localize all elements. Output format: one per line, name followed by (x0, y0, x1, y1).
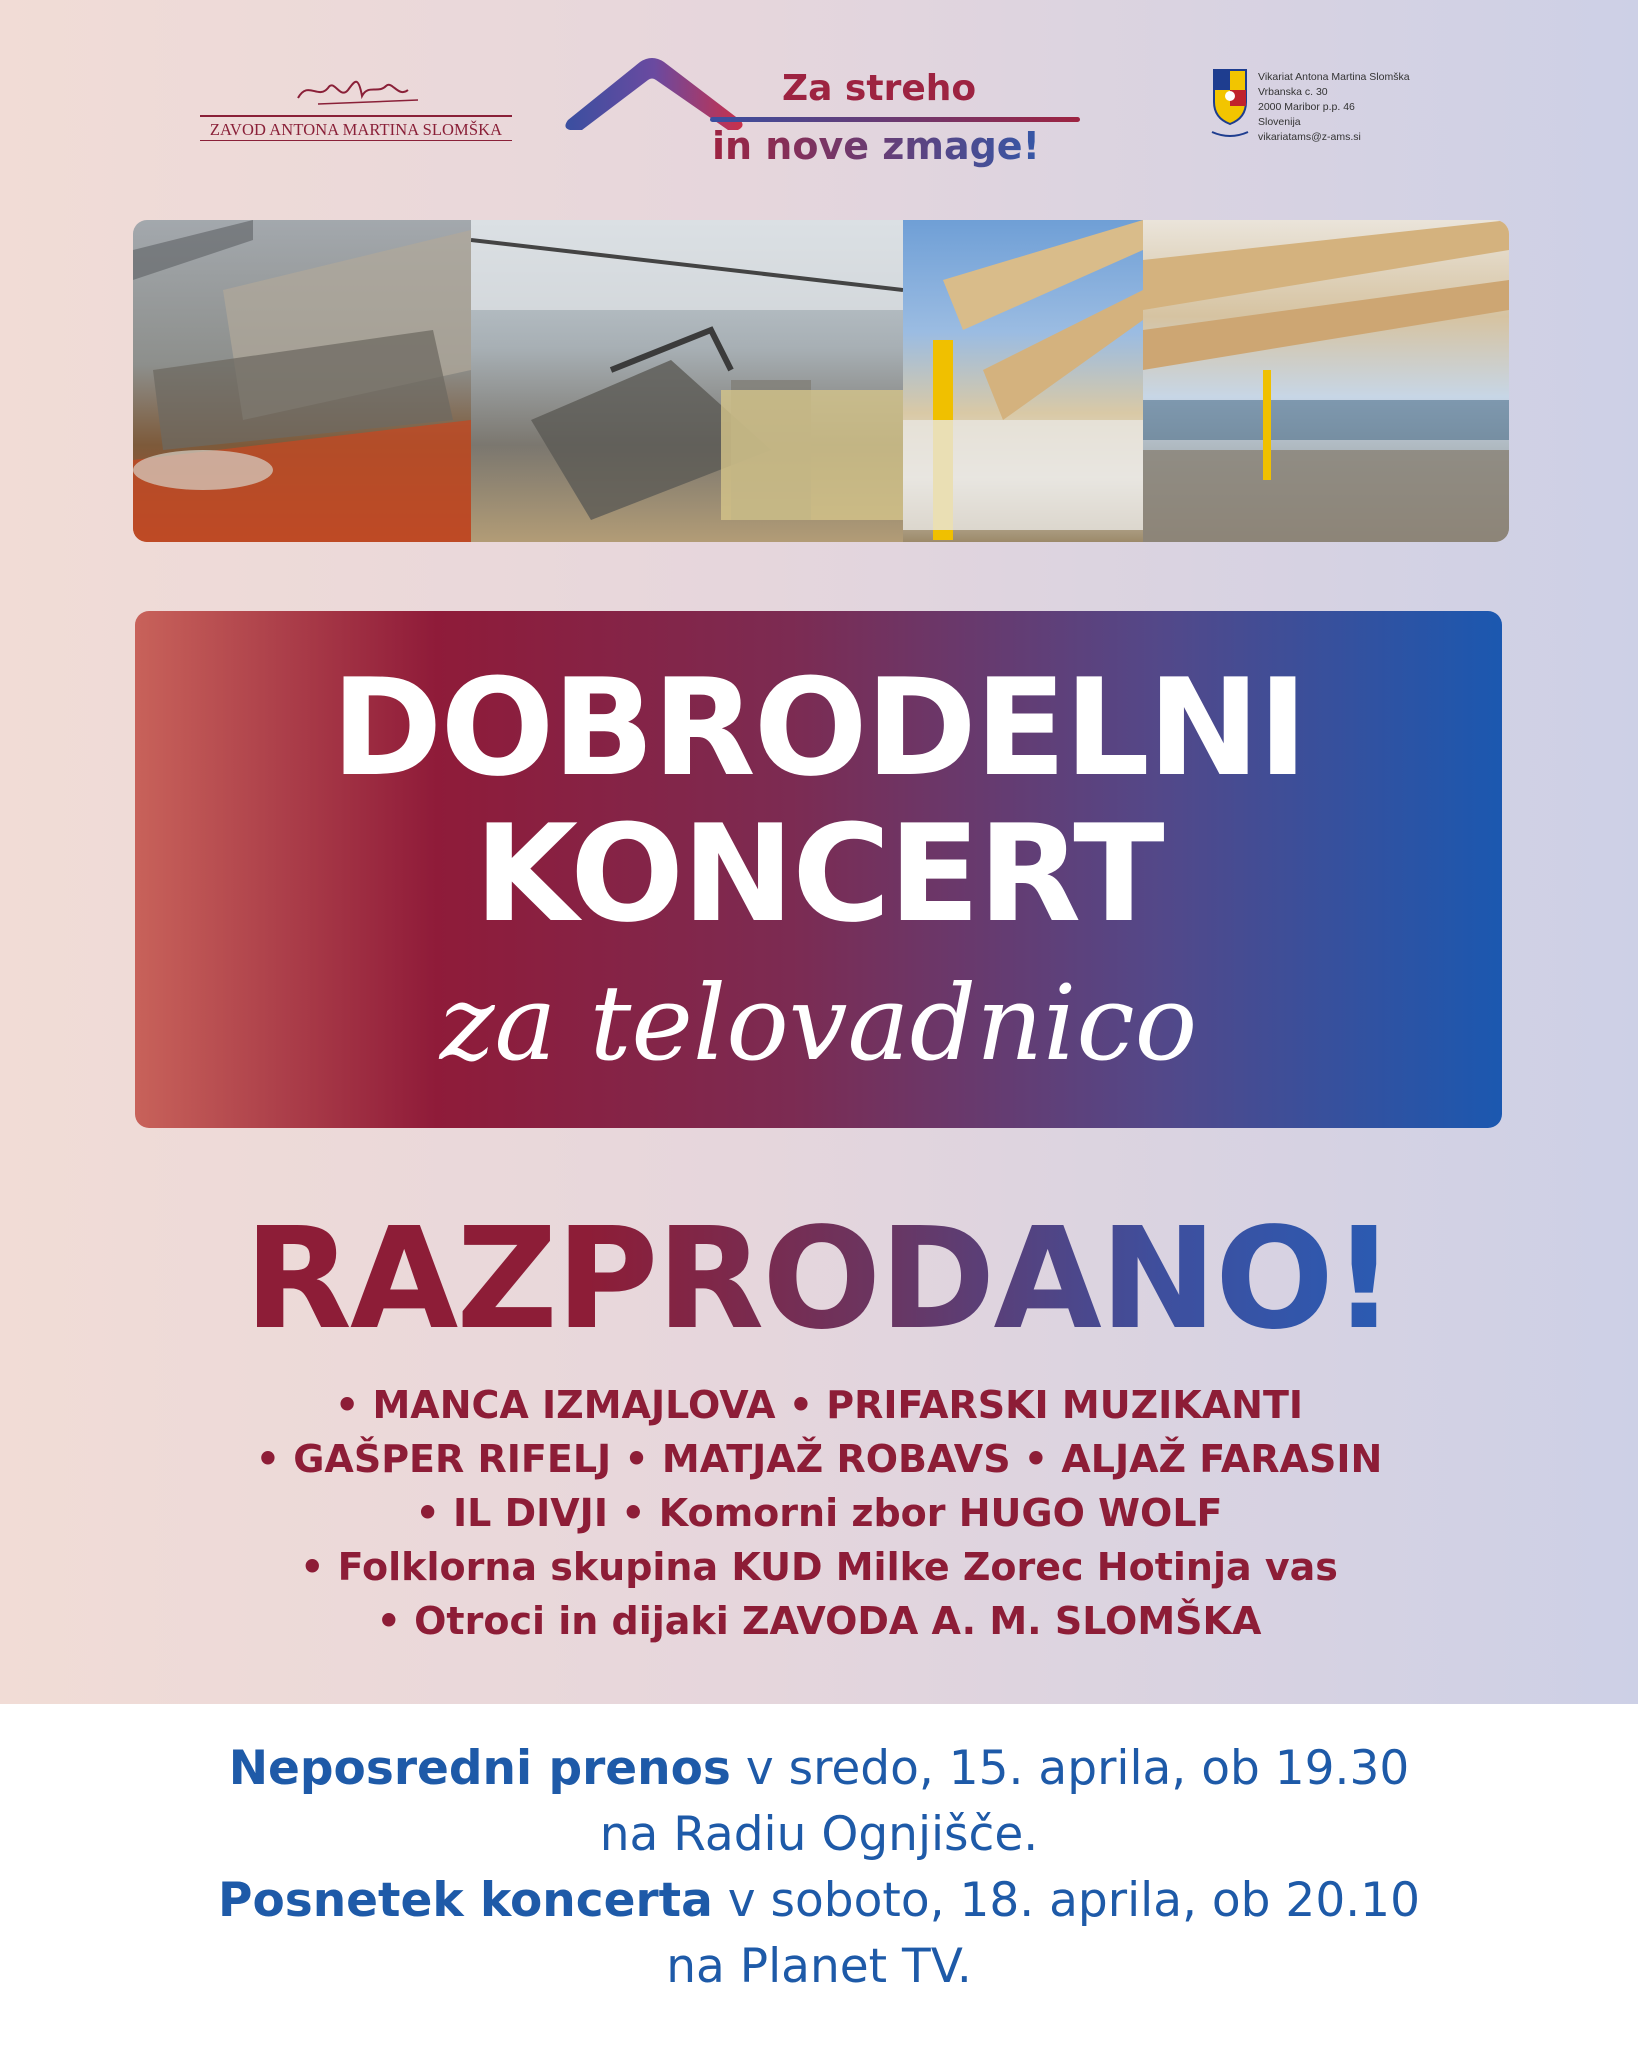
performers-line: • Folklorna skupina KUD Milke Zorec Hotinja vas (300, 1545, 1338, 1589)
banner-title-line1: DOBRODELNI (331, 650, 1306, 806)
performers-line: • MANCA IZMAJLOVA • PRIFARSKI MUZIKANTI (334, 1383, 1304, 1427)
address-line: 2000 Maribor p.p. 46 (1258, 101, 1355, 113)
address-line: Vikariat Antona Martina Slomška (1258, 71, 1410, 83)
crest-icon (1210, 66, 1250, 162)
campaign-underline (710, 117, 1080, 122)
tv-line: na Planet TV. (666, 1939, 972, 1994)
address-line: Slovenija (1258, 116, 1301, 128)
photo-new-beams (903, 220, 1143, 542)
address-line: Vrbanska c. 30 (1258, 86, 1328, 98)
zavod-logo (200, 70, 512, 142)
radio-line: na Radiu Ognjišče. (599, 1807, 1039, 1862)
sold-out-text: RAZPRODANO! (244, 1198, 1394, 1361)
logo-rule (200, 115, 512, 117)
recording-date: v soboto, 18. aprila, ob 20.10 (712, 1873, 1420, 1928)
banner-title-line2: KONCERT (474, 796, 1163, 952)
photo-finished-roof (1143, 220, 1509, 542)
address-email: vikariatams@z-ams.si (1258, 131, 1361, 143)
recording-label: Posnetek koncerta (218, 1873, 713, 1928)
campaign-line1: Za streho (782, 68, 977, 109)
performers-line: • IL DIVJI • Komorni zbor HUGO WOLF (415, 1491, 1223, 1535)
broadcast-info (0, 1704, 1638, 2048)
photo-demolition (471, 220, 903, 542)
performers-list (0, 1378, 1638, 1648)
performers-line: • GAŠPER RIFELJ • MATJAŽ ROBAVS • ALJAŽ FARASIN (255, 1437, 1383, 1481)
photo-collapsed-roof (133, 220, 471, 542)
performers-line: • Otroci in dijaki ZAVODA A. M. SLOMŠKA (376, 1599, 1262, 1643)
recording-line (0, 1870, 1638, 1932)
live-broadcast-label: Neposredni prenos (228, 1741, 731, 1796)
live-broadcast-line (0, 1738, 1638, 1800)
sold-out-heading (0, 1200, 1638, 1360)
photo-strip (133, 220, 1509, 542)
vikariat-address (1258, 70, 1410, 145)
zavod-name: ZAVOD ANTONA MARTINA SLOMŠKA (209, 120, 503, 139)
signature-icon (288, 70, 428, 108)
live-broadcast-date: v sredo, 15. aprila, ob 19.30 (730, 1741, 1410, 1796)
vikariat-logo (1210, 66, 1500, 166)
campaign-line2: in nove zmage! (712, 124, 1040, 168)
campaign-logo (560, 50, 1100, 180)
banner-subtitle: za telovadnico (439, 962, 1198, 1084)
logo-rule-bottom (200, 140, 512, 141)
title-banner (135, 611, 1502, 1128)
